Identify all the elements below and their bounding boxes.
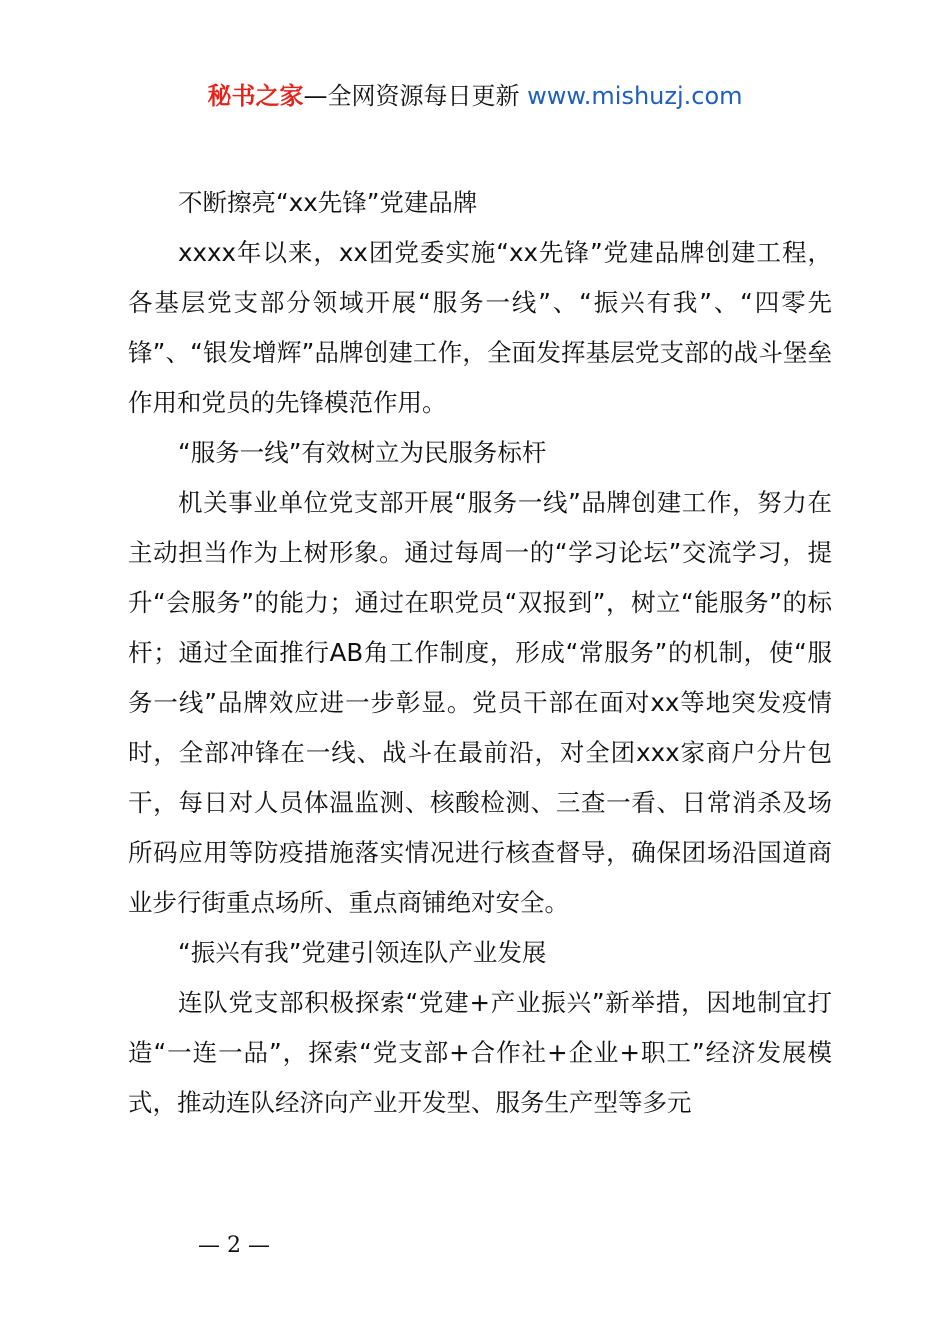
document-body (128, 178, 832, 1128)
section-heading: 不断擦亮“xx先锋”党建品牌 (178, 188, 478, 217)
body-paragraph: 机关事业单位党支部开展“服务一线”品牌创建工作，努力在主动担当作为上树形象。通过每周一的“学习论坛”交流学习，提升“会服务”的能力；通过在职党员“双报到”，树立“能服务”的标杆；通过全面推行AB角工作制度，形成“常服务”的机制，使“服务一线”品牌效应进一步彰显。党员干部在面对xx等地突发疫情时，全部冲锋在一线、战斗在最前沿，对全团xxx家商户分片包干，每日对人员体温监测、核酸检测、三查一看、日常消杀及场所码应用等防疫措施落实情况进行核查督导，确保团场沿国道商业步行街重点场所、重点商铺绝对安全。 (128, 488, 832, 917)
body-paragraph: 连队党支部积极探索“党建+产业振兴”新举措，因地制宜打造“一连一品”，探索“党支部+合作社+企业+职工”经济发展模式，推动连队经济向产业开发型、服务生产型等多元 (128, 988, 832, 1117)
section-heading: “服务一线”有效树立为民服务标杆 (178, 438, 547, 467)
body-paragraph: xxxx年以来，xx团党委实施“xx先锋”党建品牌创建工程，各基层党支部分领域开展“服务一线”、“振兴有我”、“四零先锋”、“银发增辉”品牌创建工作，全面发挥基层党支部的战斗堡垒作用和党员的先锋模范作用。 (128, 238, 832, 417)
page-number: — 2 — (198, 1233, 270, 1258)
section-heading: “振兴有我”党建引领连队产业发展 (178, 938, 547, 967)
site-header (0, 80, 950, 112)
site-url: www.mishuzj.com (527, 82, 743, 110)
header-tagline: —全网资源每日更新 (303, 82, 520, 110)
brand-name: 秘书之家 (207, 82, 304, 110)
